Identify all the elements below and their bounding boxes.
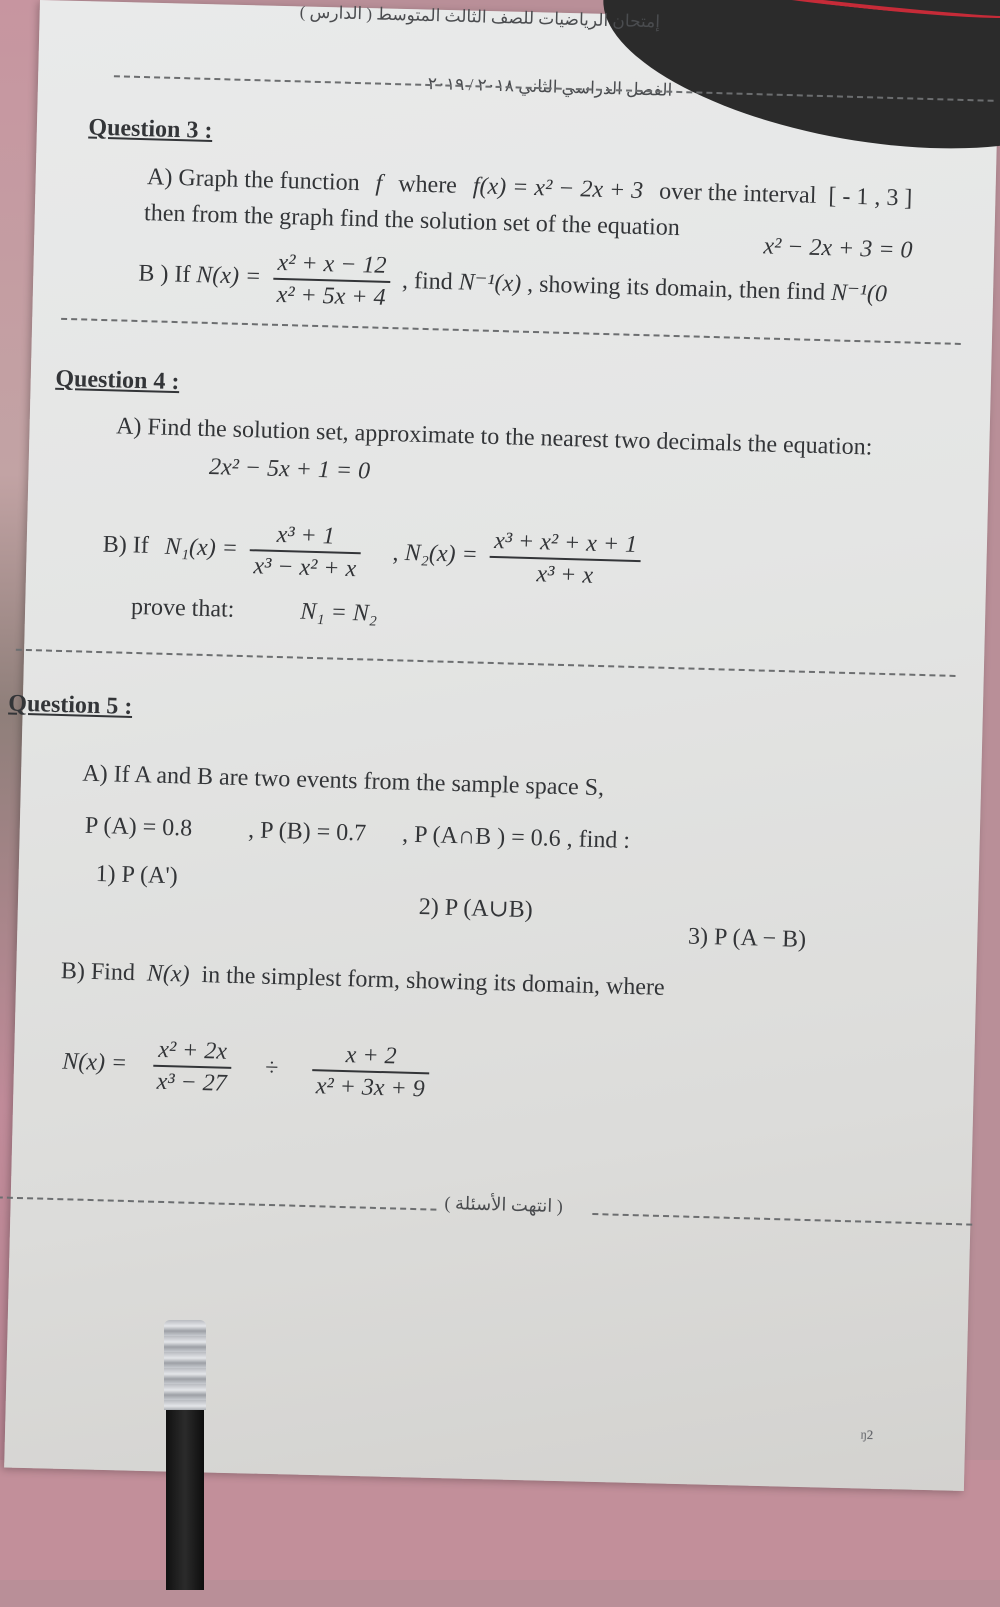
q4b-n2-denominator: x³ + x — [536, 561, 594, 589]
q5a-text: A) If A and B are two events from the sample space S, — [82, 760, 605, 802]
q5b-rest: in the simplest form, showing its domain, where — [201, 962, 665, 1001]
q4b-prove-label: prove that: — [130, 593, 235, 623]
header-line-1: إمتحان الرياضيات للصف الثالث المتوسط ( الدارس ) — [299, 2, 661, 32]
q5b-fraction-1 — [152, 1035, 232, 1099]
q3b-fraction — [272, 248, 391, 313]
q5b-divide-sign: ÷ — [264, 1054, 279, 1081]
q3b-nx: N(x) = — [196, 262, 262, 290]
q5a-item-2: 2) P (A∪B) — [418, 894, 534, 924]
q3a-equation: x² − 2x + 3 = 0 — [763, 233, 913, 264]
q3a-f: f — [375, 170, 383, 197]
q4b-label: B) If — [102, 531, 150, 559]
q5a-pb: , P (B) = 0.7 — [247, 817, 367, 847]
q5b-label: B) Find — [60, 958, 136, 987]
q4b-separator: , — [392, 539, 400, 566]
footer-divider-left — [0, 1196, 436, 1211]
q4b-n1-fraction — [249, 519, 361, 584]
q5a-item-1: 1) P (A') — [95, 861, 179, 890]
q5a-pab: , P (A∩B ) = 0.6 , find : — [401, 821, 631, 854]
q4b-n2-numerator: x³ + x² + x + 1 — [490, 526, 642, 562]
q3a-line2 — [144, 200, 680, 242]
pencil-body — [166, 1410, 204, 1590]
q5b-fraction-2 — [311, 1039, 430, 1104]
q4b-n2: N₂(x) = — [404, 540, 479, 569]
q4b-prove — [131, 594, 378, 628]
q5b-fraction-1-denominator: x³ − 27 — [156, 1068, 228, 1097]
q5b-line — [61, 958, 665, 1002]
q4b-n1: N₁(x) = — [164, 533, 239, 562]
pencil-ferrule — [164, 1320, 206, 1410]
q5b-fraction-1-numerator: x² + 2x — [153, 1035, 232, 1069]
footer-divider-right — [592, 1213, 972, 1226]
q4b-line — [102, 515, 648, 592]
q3a-interval: [ - 1 , 3 ] — [828, 183, 913, 212]
q3b-ninv-zero: N⁻¹(0 — [830, 279, 888, 308]
q3b-ninv: N⁻¹(x) — [458, 269, 522, 298]
divider-q4-q5 — [16, 649, 956, 677]
q3b-find: , find — [401, 267, 454, 296]
q5b-lhs: N(x) = — [62, 1048, 128, 1077]
header-line-2: الفصل الدراسي الثاني ٢٠١٨ / ٢٠١٩ — [427, 73, 673, 100]
q4a-equation: 2x² − 5x + 1 = 0 — [208, 454, 371, 485]
corner-mark: ᵑ² — [859, 1424, 874, 1450]
question-5-title: Question 5 : — [7, 690, 133, 720]
q3b-rest: , showing its domain, then find — [526, 271, 826, 306]
q3b-denominator: x² + 5x + 4 — [276, 281, 386, 311]
question-3-title: Question 3 : — [88, 114, 213, 144]
q5b-fraction-2-denominator: x² + 3x + 9 — [315, 1073, 426, 1103]
q3a-over: over the interval — [658, 178, 817, 209]
end-of-questions: ( انتهت الأسئلة ) — [444, 1192, 564, 1217]
q5b-nx: N(x) — [146, 960, 190, 988]
q5b-fraction-2-numerator: x + 2 — [312, 1039, 430, 1074]
q4b-n1-denominator: x³ − x² + x — [253, 553, 357, 583]
q4a-text: A) Find the solution set, approximate to the nearest two decimals the equation: — [115, 413, 873, 461]
q3b-numerator: x² + x − 12 — [273, 248, 391, 283]
question-4-title: Question 4 : — [55, 365, 180, 396]
q3b-label: B ) If — [138, 260, 191, 288]
q4b-n2-fraction — [489, 526, 642, 592]
q5a-given — [85, 813, 631, 855]
q3a-where: where — [397, 171, 458, 199]
q3a-line2-text: then from the graph find the solution set of the equation — [143, 200, 681, 242]
q5b-expression — [61, 1032, 436, 1104]
q5a-item-3: 3) P (A − B) — [687, 923, 807, 953]
q5a-pa: P (A) = 0.8 — [84, 812, 193, 842]
q4b-n1-numerator: x³ + 1 — [250, 519, 362, 554]
q3a-fx: f(x) = x² − 2x + 3 — [472, 173, 644, 205]
q4b-prove-equation: N₁ = N₂ — [299, 598, 378, 627]
q3a-label: A) Graph the function — [146, 164, 360, 197]
pencil — [164, 1320, 206, 1590]
